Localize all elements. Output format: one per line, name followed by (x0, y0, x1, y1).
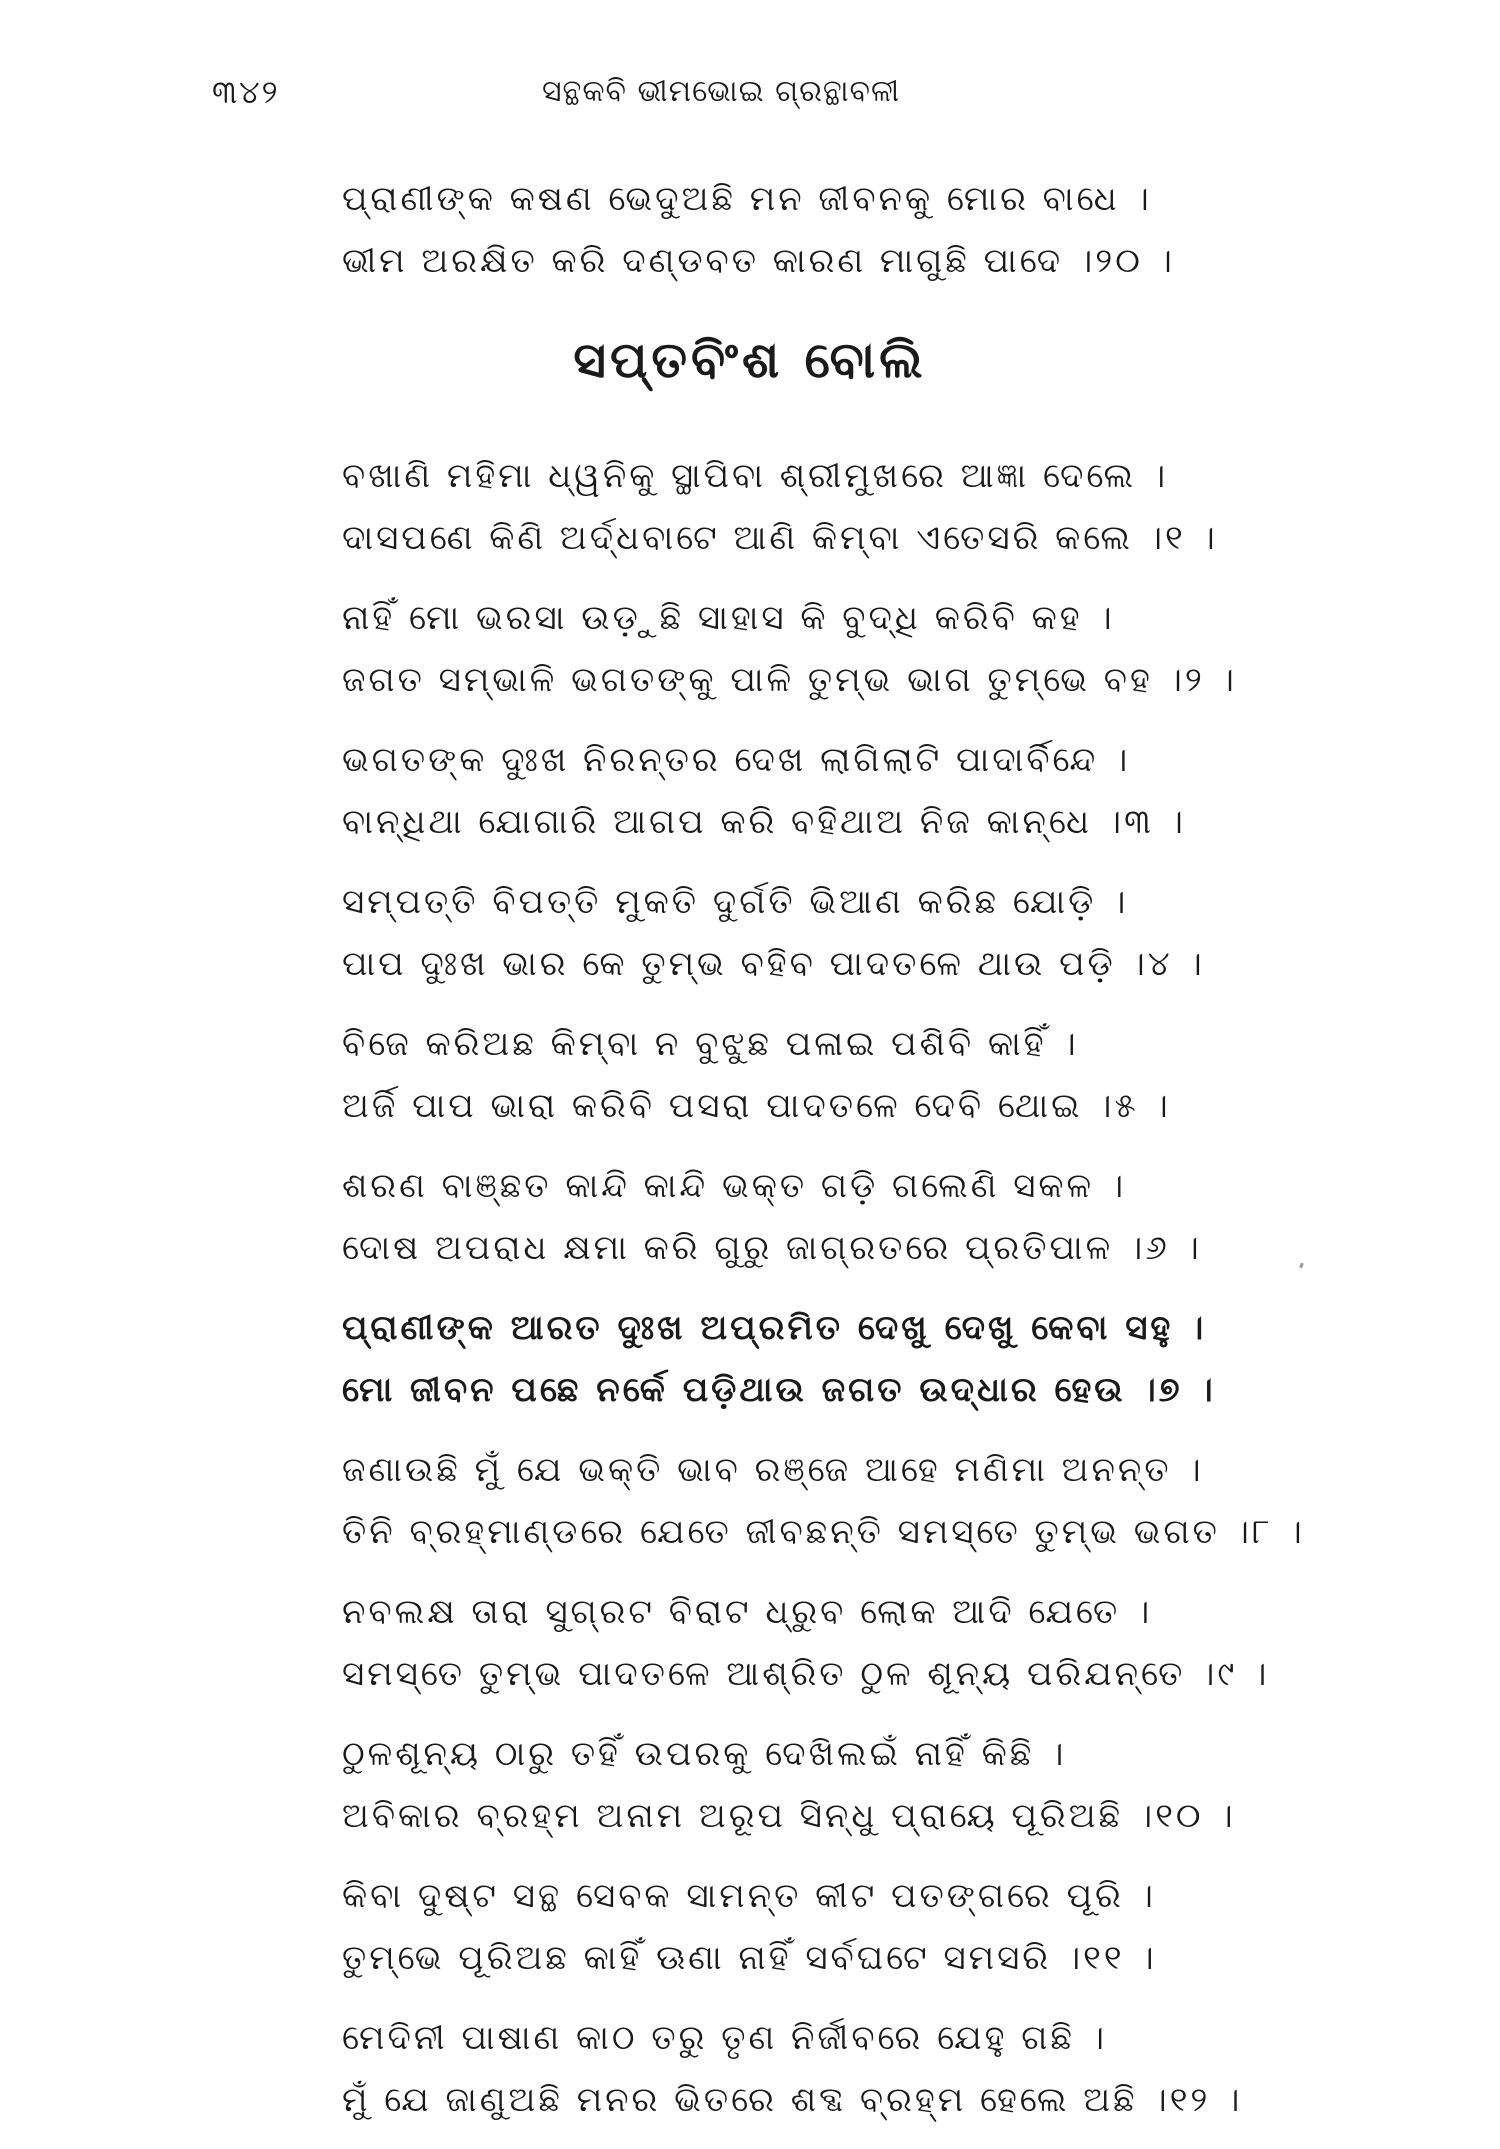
verse (342, 1865, 1342, 1989)
verse-line: ଦାସପଣେ କିଣି ଅର୍ଦ୍ଧବାଟେ ଆଣି କିମ୍ବା ଏତେସରି କଲେ ।୧ । (342, 518, 1218, 558)
verse (342, 1723, 1342, 1847)
verse (342, 1581, 1342, 1705)
verse-line: ଶରଣ ବାଞ୍ଛତ କାନ୍ଦି କାନ୍ଦି ଭକ୍ତ ଗଡ଼ି ଗଲେଣି ସକଳ । (342, 1166, 1127, 1206)
verse-line: ଦୋଷ ଅପରାଧ କ୍ଷମା କରି ଗୁରୁ ଜାଗ୍ରତରେ ପ୍ରତିପାଳ ।୬ । (342, 1228, 1202, 1268)
verse-line: ମୋ ଜୀବନ ପଛେ ନର୍କେ ପଡ଼ିଥାଉ ଜଗତ ଉଦ୍ଧାର ହେଉ ।୭ । (342, 1370, 1216, 1410)
verse (342, 1013, 1342, 1137)
verse-line: ଜଣାଉଛି ମୁଁ ଯେ ଭକ୍ତି ଭାବ ରଞ୍ଜେ ଆହେ ମଣିମା ଅନନ୍ତ । (342, 1450, 1204, 1490)
verse-line: ନାହିଁ ମୋ ଭରସା ଉଡ଼ୁଛି ସାହାସ କି ବୁଦ୍ଧି କରିବି କହ । (342, 598, 1115, 638)
verse-line: ତୁମ୍ଭେ ପୂରିଅଛ କାହିଁ ଊଣା ନାହିଁ ସର୍ବଘଟେ ସମସରି ।୧୧ । (342, 1938, 1157, 1978)
verse-line: ପ୍ରାଣୀଙ୍କ ଆରତ ଦୁଃଖ ଅପ୍ରମିତ ଦେଖୁ ଦେଖୁ କେବା ସହୁ । (342, 1308, 1207, 1348)
verse-line: ଠୁଳଶୂନ୍ୟ ଠାରୁ ତହିଁ ଉପରକୁ ଦେଖିଲଇଁ ନାହିଁ କିଛି । (342, 1734, 1067, 1774)
verse-line: ଅର୍ଜି ପାପ ଭାରା କରିବି ପସରା ପାଦତଳେ ଦେବି ଥୋଇ ।୫ । (342, 1086, 1171, 1126)
running-head: ସନ୍ଥକବି ଭୀମଭୋଇ ଗ୍ରନ୍ଥାବଳୀ (542, 74, 901, 109)
page-number: ୩୪୨ (212, 73, 280, 111)
verse (342, 587, 1342, 711)
verse-line: ତିନି ବ୍ରହ୍ମାଣ୍ଡରେ ଯେତେ ଜୀବଛନ୍ତି ସମସ୍ତେ ତୁମ୍ଭ ଭଗତ ।୮ । (342, 1512, 1305, 1552)
verse (342, 1439, 1342, 1563)
verse (342, 1155, 1342, 1279)
verse (342, 168, 1342, 292)
verse-line: ନବଲକ୍ଷ ତାରା ସୁଗ୍ରଟ ବିରାଟ ଧ୍ରୁବ ଲୋକ ଆଦି ଯେତେ । (342, 1592, 1153, 1632)
verse-line: ମୁଁ ଯେ ଜାଣୁଅଛି ମନର ଭିତରେ ଶବ୍ଦ ବ୍ରହ୍ମ ହେଲେ ଅଛି ।୧୨ । (342, 2080, 1243, 2120)
verse (342, 729, 1342, 853)
verse-line: ଜଗତ ସମ୍ଭାଳି ଭଗତଙ୍କୁ ପାଳି ତୁମ୍ଭ ଭାଗ ତୁମ୍ଭେ ବହ ।୨ । (342, 660, 1237, 700)
verse-line: ଭୀମ ଅରକ୍ଷିତ କରି ଦଣ୍ଡବତ କାରଣ ମାଗୁଛି ପାଦେ ।୨୦ । (342, 241, 1175, 281)
verse-line: ପାପ ଦୁଃଖ ଭାର କେ ତୁମ୍ଭ ବହିବ ପାଦତଳେ ଥାଉ ପଡ଼ି ।୪ । (342, 944, 1205, 984)
verse (342, 2007, 1342, 2131)
verse-line: ଅବିକାର ବ୍ରହ୍ମ ଅନାମ ଅରୂପ ସିନ୍ଧୁ ପ୍ରାୟେ ପୂରିଅଛି ।୧୦ । (342, 1796, 1236, 1836)
section-title: ସପ୍ତବିଂଶ ବୋଲି (573, 331, 927, 389)
verse-line: ବାନ୍ଧିଥା ଯୋଗାରି ଆଗପ କରି ବହିଥାଅ ନିଜ କାନ୍ଧେ ।୩ । (342, 802, 1186, 842)
verse-line: ସମସ୍ତେ ତୁମ୍ଭ ପାଦତଳେ ଆଶ୍ରିତ ଠୁଳ ଶୂନ୍ୟ ପରିଯନ୍ତେ ।୯ । (342, 1654, 1270, 1694)
verse (342, 445, 1342, 569)
verse-line: କିବା ଦୁଷ୍ଟ ସନ୍ଥ ସେବକ ସାମନ୍ତ କୀଟ ପତଙ୍ଗରେ ପୂରି । (342, 1876, 1156, 1916)
verse-line: ବିଜେ କରିଅଛ କିମ୍ବା ନ ବୁଝୁଛ ପଳାଇ ପଶିବି କାହିଁ । (342, 1024, 1079, 1064)
verse-line: ସମ୍ପତ୍ତି ବିପତ୍ତି ମୁକତି ଦୁର୍ଗତି ଭିଆଣ କରିଛ ଯୋଡ଼ି । (342, 882, 1129, 922)
verse (342, 1297, 1342, 1421)
verse-list (342, 445, 1342, 2149)
verse-line: ମେଦିନୀ ପାଷାଣ କାଠ ତରୁ ତୃଣ ନିର୍ଜୀବରେ ଯେହୁ ଗଛି । (342, 2018, 1108, 2058)
verse-line: ପ୍ରାଣୀଙ୍କ କଷଣ ଭେଦୁଅଛି ମନ ଜୀବନକୁ ମୋର ବାଧେ । (342, 179, 1152, 219)
page-header (212, 62, 1252, 122)
verse-line: ବଖାଣି ମହିମା ଧ୍ୱନିକୁ ସ୍ଥାପିବା ଶ୍ରୀମୁଖରେ ଆଜ୍ଞା ଦେଲେ । (342, 456, 1169, 496)
intro-verse (342, 168, 1342, 292)
verse (342, 871, 1342, 995)
verse-line: ଭଗତଙ୍କ ଦୁଃଖ ନିରନ୍ତର ଦେଖ ଲାଗିଲାଟି ପାଦାର୍ବିନ୍ଦେ । (342, 740, 1131, 780)
